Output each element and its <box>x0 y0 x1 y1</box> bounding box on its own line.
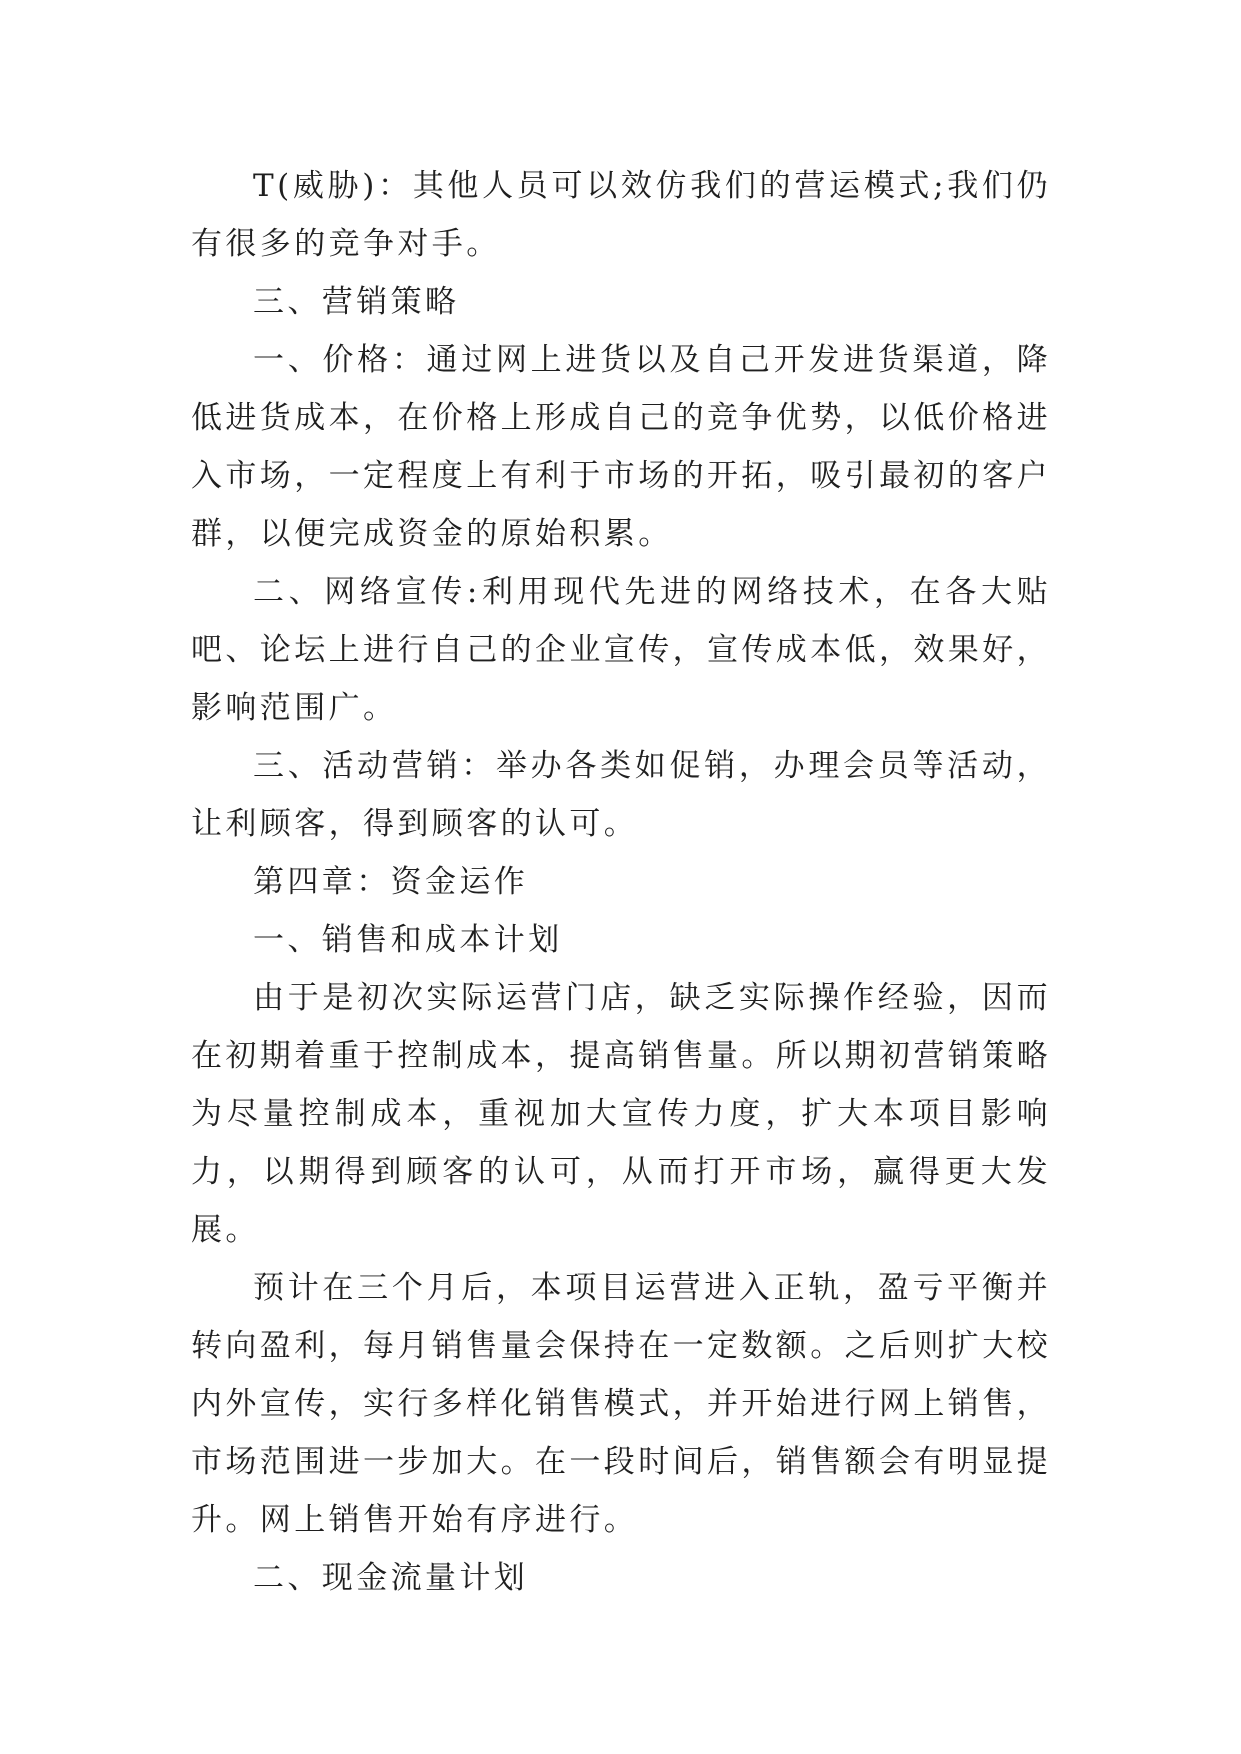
heading-marketing-strategy: 三、营销策略 <box>253 284 460 320</box>
heading-cash-flow-plan: 二、现金流量计划 <box>253 1560 529 1596</box>
document-body <box>191 157 1051 1607</box>
paragraph-threats: T(威胁)：其他人员可以效仿我们的营运模式;我们仍有很多的竞争对手。 <box>191 168 1051 262</box>
paragraph-event-marketing: 三、活动营销：举办各类如促销，办理会员等活动，让利顾客，得到顾客的认可。 <box>191 748 1051 842</box>
heading-chapter-four: 第四章：资金运作 <box>253 864 529 900</box>
paragraph-price: 一、价格：通过网上进货以及自己开发进货渠道，降低进货成本，在价格上形成自己的竞争优势，以低价格进入市场，一定程度上有利于市场的开拓，吸引最初的客户群，以便完成资金的原始积累。 <box>191 342 1051 552</box>
paragraph-sales-cost-plan: 由于是初次实际运营门店，缺乏实际操作经验，因而在初期着重于控制成本，提高销售量。所以期初营销策略为尽量控制成本，重视加大宣传力度，扩大本项目影响力，以期得到顾客的认可，从而打开市场，赢得更大发展。 <box>191 980 1051 1248</box>
paragraph-online-promotion: 二、网络宣传:利用现代先进的网络技术，在各大贴吧、论坛上进行自己的企业宣传，宣传成本低，效果好，影响范围广。 <box>191 574 1051 726</box>
heading-sales-cost-plan: 一、销售和成本计划 <box>253 922 563 958</box>
paragraph-forecast: 预计在三个月后，本项目运营进入正轨，盈亏平衡并转向盈利，每月销售量会保持在一定数额。之后则扩大校内外宣传，实行多样化销售模式，并开始进行网上销售，市场范围进一步加大。在一段时间后，销售额会有明显提升。网上销售开始有序进行。 <box>191 1270 1051 1538</box>
